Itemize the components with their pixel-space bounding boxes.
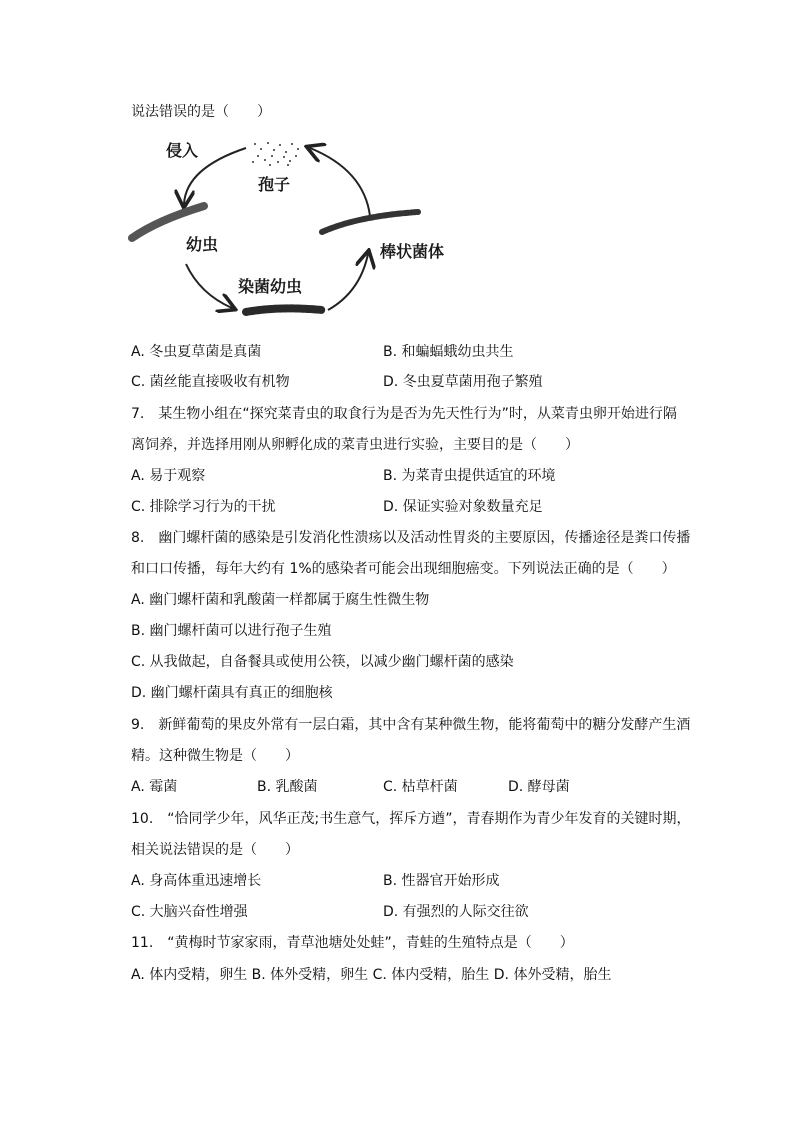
q9-option-a: A. 霉菌 xyxy=(131,779,178,795)
q9-stem-line1: 9. 新鲜葡萄的果皮外常有一层白霜，其中含有某种微生物，能将葡萄中的糖分发酵产生酒 xyxy=(131,717,691,733)
q8-stem-line2: 和口口传播，每年大约有 1%的感染者可能会出现细胞癌变。下列说法正确的是（ ） xyxy=(131,561,676,577)
label-larva: 幼虫 xyxy=(186,235,219,254)
q6-option-d: D. 冬虫夏草菌用孢子繁殖 xyxy=(383,374,543,390)
q6-option-b: B. 和蝙蝠蛾幼虫共生 xyxy=(383,344,514,360)
q7-option-c: C. 排除学习行为的干扰 xyxy=(131,499,276,515)
q10-option-a: A. 身高体重迅速增长 xyxy=(131,873,262,889)
q10-option-d: D. 有强烈的人际交往欲 xyxy=(383,904,529,920)
label-invade: 侵入 xyxy=(166,141,199,160)
label-infected-larva: 染菌幼虫 xyxy=(238,277,303,296)
label-fruiting-body: 棒状菌体 xyxy=(380,242,445,261)
q10-stem-line1: 10. “恰同学少年，风华正茂;书生意气，挥斥方遒”，青春期作为青少年发育的关键时期， xyxy=(131,811,691,827)
q7-option-d: D. 保证实验对象数量充足 xyxy=(383,499,543,515)
q9-option-d: D. 酵母菌 xyxy=(508,779,570,795)
question-intro: 说法错误的是（ ） xyxy=(131,104,271,120)
q6-option-c: C. 菌丝能直接吸收有机物 xyxy=(131,374,290,390)
label-spore: 孢子 xyxy=(258,175,291,194)
q9-option-b: B. 乳酸菌 xyxy=(257,779,318,795)
larva-icon xyxy=(132,206,204,238)
q8-option-b: B. 幽门螺杆菌可以进行孢子生殖 xyxy=(131,623,332,639)
q8-option-c: C. 从我做起，自备餐具或使用公筷，以减少幽门螺杆菌的感染 xyxy=(131,654,514,670)
q9-stem-line2: 精。这种微生物是（ ） xyxy=(131,748,299,764)
q7-option-b: B. 为菜青虫提供适宜的环境 xyxy=(383,468,556,484)
q8-stem-line1: 8. 幽门螺杆菌的感染是引发消化性溃疡以及活动性胃炎的主要原因，传播途径是粪口传播 xyxy=(131,530,691,546)
q9-option-c: C. 枯草杆菌 xyxy=(383,779,458,795)
arrow-infected-to-fruiting xyxy=(328,254,368,310)
fruiting-body-icon xyxy=(322,212,418,232)
q8-option-a: A. 幽门螺杆菌和乳酸菌一样都属于腐生性微生物 xyxy=(131,592,430,608)
q10-stem-line2: 相关说法错误的是（ ） xyxy=(131,842,299,858)
spores-icon xyxy=(252,142,299,166)
arrow-fruiting-to-spore xyxy=(310,148,370,216)
q11-options: A. 体内受精，卵生 B. 体外受精，卵生 C. 体内受精，胎生 D. 体外受精，胎生 xyxy=(131,967,612,983)
q7-stem-line1: 7. 某生物小组在“探究菜青虫的取食行为是否为先天性行为”时，从菜青虫卵开始进行隔 xyxy=(131,406,677,422)
q7-stem-line2: 离饲养，并选择用刚从卵孵化成的菜青虫进行实验，主要目的是（ ） xyxy=(131,437,579,453)
q11-stem: 11. “黄梅时节家家雨，青草池塘处处蛙”，青蛙的生殖特点是（ ） xyxy=(131,935,574,951)
cordyceps-life-cycle-diagram xyxy=(128,132,473,332)
q6-option-a: A. 冬虫夏草菌是真菌 xyxy=(131,344,262,360)
arrow-larva-to-infected xyxy=(186,264,232,308)
infected-larva-icon xyxy=(246,308,322,312)
q7-option-a: A. 易于观察 xyxy=(131,468,206,484)
q10-option-b: B. 性器官开始形成 xyxy=(383,873,500,889)
q10-option-c: C. 大脑兴奋性增强 xyxy=(131,904,248,920)
q8-option-d: D. 幽门螺杆菌具有真正的细胞核 xyxy=(131,685,333,701)
